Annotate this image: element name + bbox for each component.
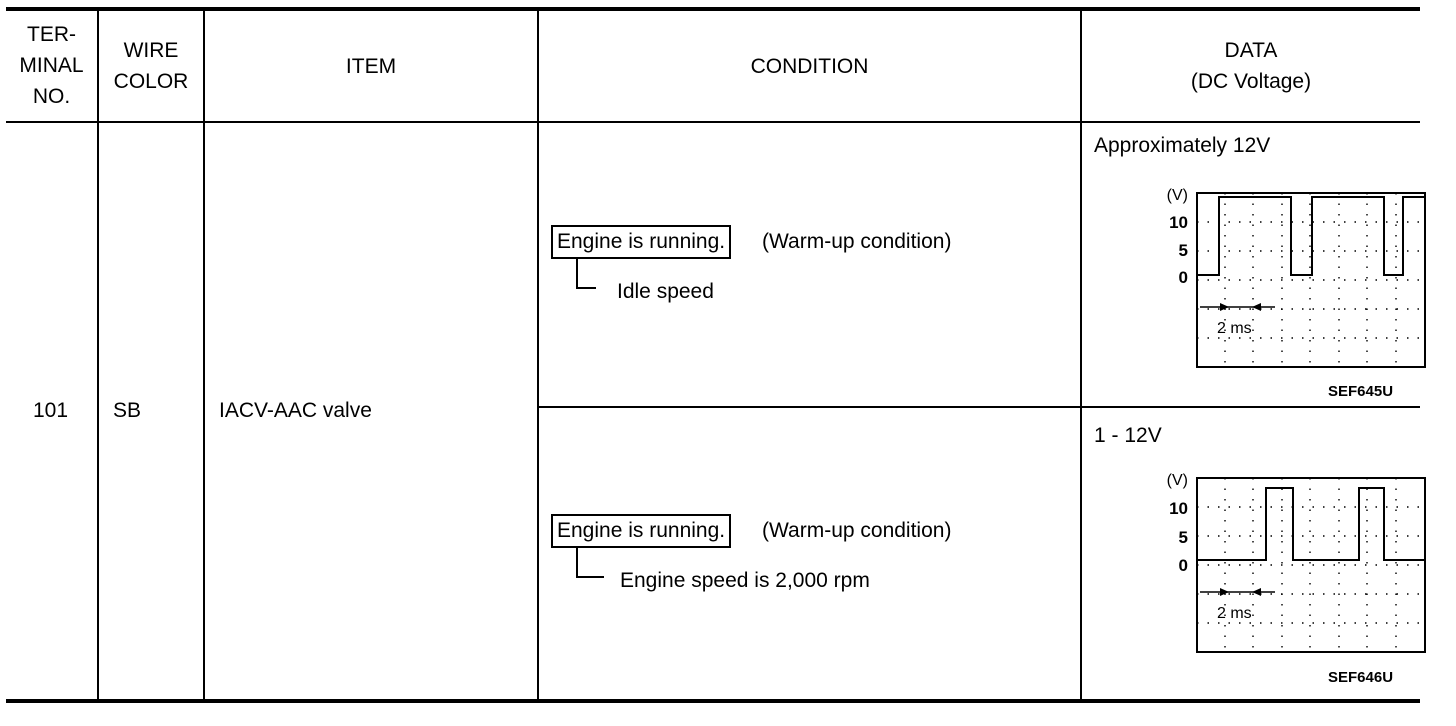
column-rule-1: [97, 9, 99, 701]
scope-2-waveform: [1197, 488, 1425, 560]
oscilloscope-1-svg: [1140, 180, 1430, 375]
scope-1-time-arrow: [1200, 303, 1275, 311]
scope-1-tick-0: 0: [1178, 268, 1188, 287]
header-terminal-line2: MINAL: [19, 54, 84, 77]
header-wire-line2: COLOR: [113, 70, 189, 93]
column-rule-3: [537, 9, 539, 701]
scope-1-unit-label: (V): [1166, 187, 1188, 204]
scope-1-tick-5: 5: [1178, 241, 1188, 260]
item-name: IACV-AAC valve: [219, 399, 372, 422]
header-data: [1082, 35, 1420, 97]
figure-1-reference: SEF645U: [1328, 383, 1394, 400]
header-terminal-no: [6, 19, 97, 112]
condition-divider: [537, 406, 1420, 408]
header-terminal-line1: TER-: [27, 23, 76, 46]
header-bottom-rule: [6, 121, 1420, 123]
table-bottom-border: [6, 699, 1420, 703]
scope-1-tick-10: 10: [1169, 213, 1188, 232]
oscilloscope-2-svg: [1140, 465, 1430, 660]
figure-2-reference: SEF646U: [1328, 669, 1394, 686]
scope-2-tick-0: 0: [1178, 556, 1188, 575]
table-top-border: [6, 7, 1420, 11]
condition-1-sub-condition: Idle speed: [617, 280, 714, 303]
header-item-label: ITEM: [345, 55, 397, 78]
column-rule-2: [203, 9, 205, 701]
oscilloscope-figure-2: [1140, 465, 1430, 660]
data-2-voltage: 1 - 12V: [1094, 424, 1162, 447]
scope-2-unit-label: (V): [1166, 472, 1188, 489]
scope-2-grid: [1197, 478, 1425, 652]
condition-2-boxed-text: Engine is running.: [551, 514, 731, 548]
scope-2-frame: [1197, 478, 1425, 652]
oscilloscope-figure-1: [1140, 180, 1430, 375]
scope-2-tick-10: 10: [1169, 499, 1188, 518]
header-condition-label: CONDITION: [750, 55, 869, 78]
header-condition: [539, 51, 1080, 82]
terminal-number: 101: [33, 399, 69, 422]
column-rule-4: [1080, 9, 1082, 701]
wire-color: SB: [113, 399, 142, 422]
header-item: [205, 51, 537, 82]
header-terminal-line3: NO.: [32, 85, 71, 108]
condition-2-sub-bracket: [576, 548, 604, 578]
header-data-line1: DATA: [1224, 39, 1278, 62]
header-wire-line1: WIRE: [123, 39, 179, 62]
scope-1-waveform: [1197, 197, 1425, 275]
condition-2-suffix: (Warm-up condition): [762, 519, 952, 542]
condition-1-boxed-text: Engine is running.: [551, 225, 731, 259]
scope-2-time-label: 2 ms: [1217, 605, 1252, 622]
condition-2-sub-condition: Engine speed is 2,000 rpm: [620, 569, 870, 592]
condition-1-sub-bracket: [576, 259, 596, 289]
scope-2-time-arrow: [1200, 588, 1275, 596]
scope-1-time-label: 2 ms: [1217, 320, 1252, 337]
condition-1-suffix: (Warm-up condition): [762, 230, 952, 253]
header-data-line2: (DC Voltage): [1190, 70, 1312, 93]
scope-2-tick-5: 5: [1178, 528, 1188, 547]
header-wire-color: [99, 35, 203, 97]
data-1-voltage: Approximately 12V: [1094, 134, 1271, 157]
